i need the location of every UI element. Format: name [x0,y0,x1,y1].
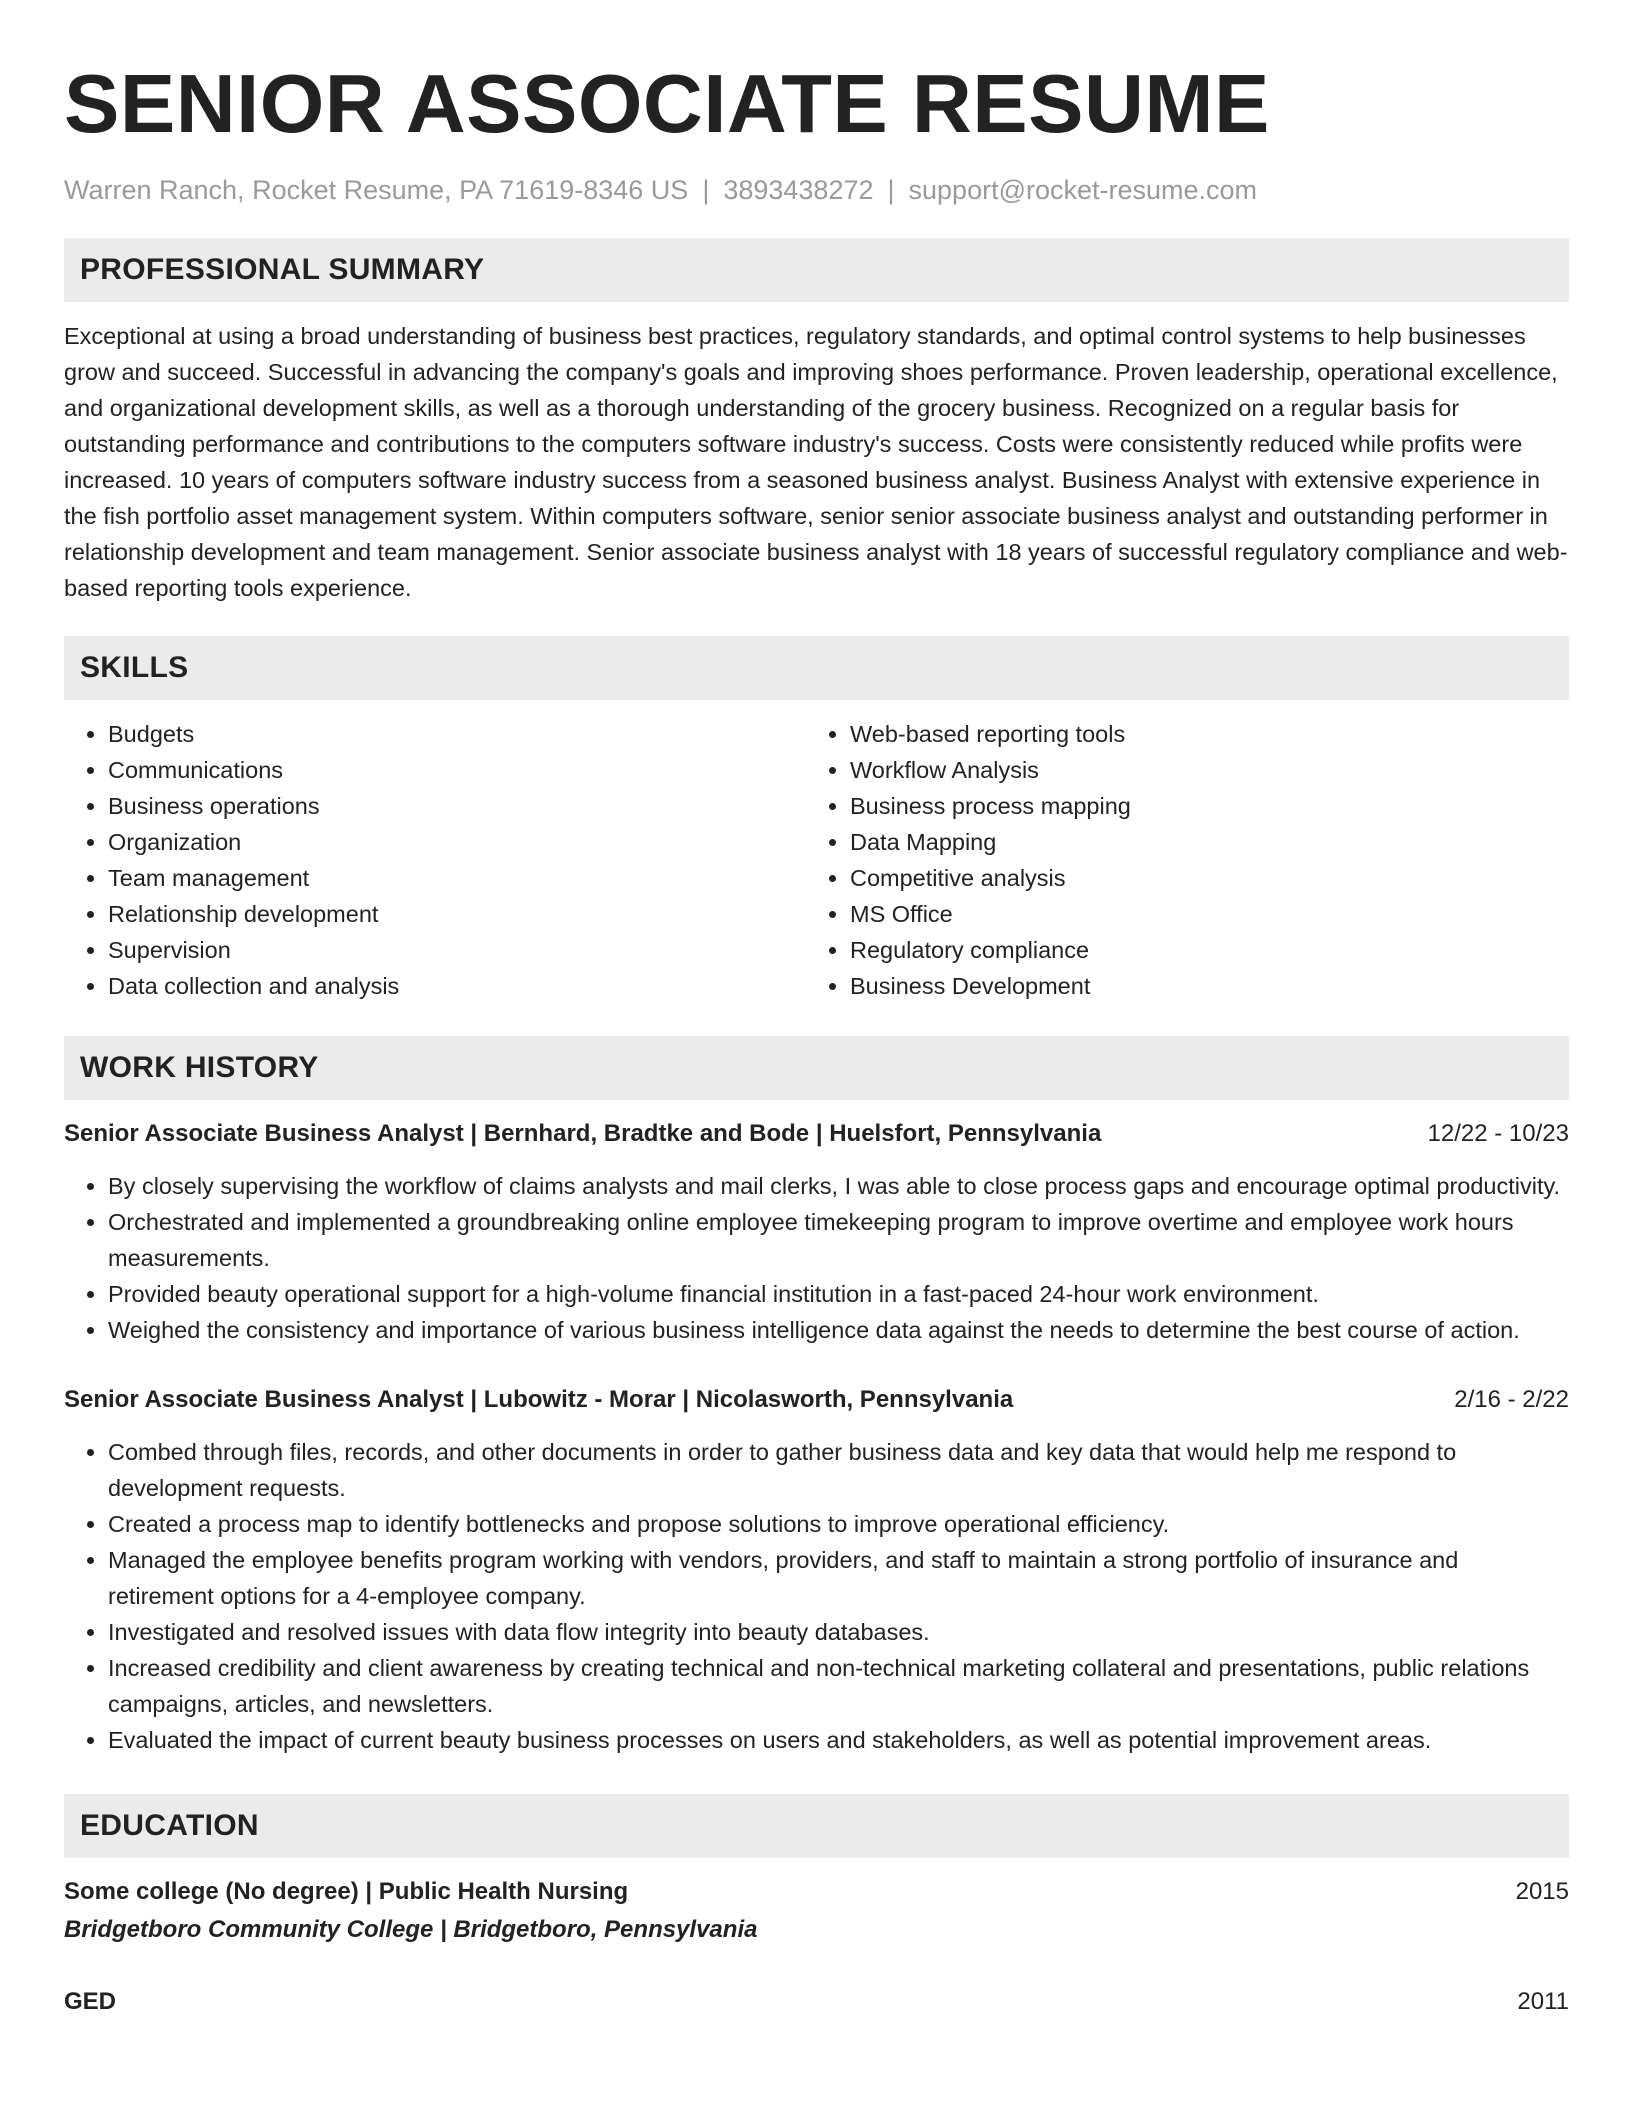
skill-item: • Business Development [850,968,1548,1004]
job-dates: 2/16 - 2/22 [1454,1386,1569,1413]
job-dates: 12/22 - 10/23 [1427,1120,1569,1147]
job-bullets [64,1168,1569,1348]
job-title-row [64,1382,1569,1418]
job-bullet: • Provided beauty operational support for a high-volume financial institution in a fast-paced 24-hour work environment. [108,1276,1569,1312]
education-entry [64,1984,1569,2020]
skill-item: • Data Mapping [850,824,1548,860]
job-entry [64,1382,1569,1758]
education-school: Bridgetboro Community College | Bridgetboro, Pennsylvania [64,1916,758,1943]
skill-item: • Workflow Analysis [850,752,1548,788]
section-header-skills: SKILLS [64,636,1569,700]
contact-phone: 3893438272 [723,175,874,205]
job-bullet: • By closely supervising the workflow of claims analysts and mail clerks, I was able to close process gaps and encourage optimal productivity. [108,1168,1569,1204]
education-degree: GED [64,1988,117,2015]
skill-item: • Supervision [108,932,806,968]
job-entry [64,1116,1569,1348]
skill-item: • Budgets [108,716,806,752]
skill-item: • Business operations [108,788,806,824]
skill-item: • Regulatory compliance [850,932,1548,968]
skill-item: • Web-based reporting tools [850,716,1548,752]
job-bullet: • Combed through files, records, and other documents in order to gather business data and key data that would help me respond to development requests. [108,1434,1569,1506]
contact-separator: | [702,175,710,205]
education-row [64,1874,1569,1910]
contact-line [64,174,1569,206]
contact-address: Warren Ranch, Rocket Resume, PA 71619-8346 US [64,175,689,205]
resume-title: SENIOR ASSOCIATE RESUME [64,57,1270,150]
job-bullet: • Increased credibility and client awareness by creating technical and non-technical marketing collateral and presentations, public relations campaigns, articles, and newsletters. [108,1650,1569,1722]
job-bullet: • Managed the employee benefits program working with vendors, providers, and staff to maintain a strong portfolio of insurance and retirement options for a 4-employee company. [108,1542,1569,1614]
skill-item: • Data collection and analysis [108,968,806,1004]
education-degree: Some college (No degree) | Public Health Nursing [64,1878,629,1905]
skill-item: • MS Office [850,896,1548,932]
job-bullets [64,1434,1569,1758]
skill-item: • Competitive analysis [850,860,1548,896]
summary-text: Exceptional at using a broad understanding of business best practices, regulatory standards, and optimal control systems to help businesses grow and succeed. Successful in advancing the company's goals and improving shoes performance. Proven leadership, operational excellence, and organizational development skills, as well as a thorough understanding of the grocery business. Recognized on a regular basis for outstanding performance and contributions to the computers software industry's success. Costs were consistently reduced while profits were increased. 10 years of computers software industry success from a seasoned business analyst. Business Analyst with extensive experience in the fish portfolio asset management system. Within computers software, senior senior associate business analyst and outstanding performer in relationship development and team management. Senior associate business analyst with 18 years of successful regulatory compliance and web-based reporting tools experience. [64,323,1568,601]
job-bullet: • Created a process map to identify bottlenecks and propose solutions to improve operational efficiency. [108,1506,1569,1542]
contact-email: support@rocket-resume.com [908,175,1258,205]
skill-item: • Communications [108,752,806,788]
skill-item: • Business process mapping [850,788,1548,824]
skills-list [64,716,1569,1004]
job-bullet: • Evaluated the impact of current beauty business processes on users and stakeholders, as well as potential improvement areas. [108,1722,1569,1758]
job-bullet: • Orchestrated and implemented a groundbreaking online employee timekeeping program to improve overtime and employee work hours measurements. [108,1204,1569,1276]
education-year: 2011 [1517,1988,1569,2015]
section-header-work-history: WORK HISTORY [64,1036,1569,1100]
job-title: Senior Associate Business Analyst | Bernhard, Bradtke and Bode | Huelsfort, Pennsylvania [64,1120,1102,1147]
section-header-education: EDUCATION [64,1794,1569,1858]
section-header-summary: PROFESSIONAL SUMMARY [64,238,1569,302]
contact-separator: | [887,175,895,205]
education-entry [64,1874,1569,1948]
skills-column-left [64,716,806,1004]
skill-item: • Relationship development [108,896,806,932]
skill-item: • Team management [108,860,806,896]
education-year: 2015 [1515,1878,1569,1905]
job-bullet: • Weighed the consistency and importance of various business intelligence data against the needs to determine the best course of action. [108,1312,1569,1348]
job-bullet: • Investigated and resolved issues with data flow integrity into beauty databases. [108,1614,1569,1650]
job-title: Senior Associate Business Analyst | Lubowitz - Morar | Nicolasworth, Pennsylvania [64,1386,1014,1413]
skills-column-right [806,716,1548,1004]
education-row [64,1984,1569,2020]
job-title-row [64,1116,1569,1152]
skill-item: • Organization [108,824,806,860]
